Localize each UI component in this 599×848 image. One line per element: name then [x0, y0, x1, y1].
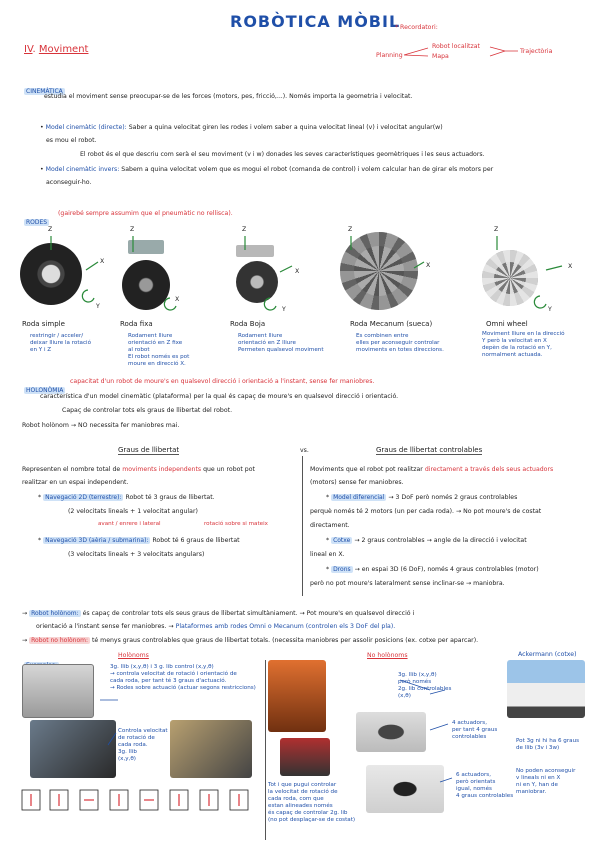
model-diferencial: * Model diferencial → 3 DoF però només 2 graus controlables	[326, 494, 518, 501]
wheel-name-fixa: Roda fixa	[120, 320, 153, 328]
axis-x-label-1: X	[100, 258, 105, 265]
section-number: IV	[24, 44, 33, 55]
example-note-8: No poden aconseguir v lineals ni en X ni en Y, han de maniobrar.	[516, 768, 576, 795]
axis-z-label-1: Z	[48, 226, 53, 233]
axis-y-label-1: Y	[96, 303, 100, 310]
wheel-name-omni: Omni wheel	[486, 320, 528, 328]
wheel-desc-simple: restringir / acceler/ deixar lliure la rotació en Y i Z	[30, 333, 91, 353]
model-directe-cont: es mou el robot.	[46, 137, 97, 144]
model-diferencial-3: directament.	[310, 522, 350, 529]
page-title: ROBÒTICA MÒBIL	[230, 12, 401, 31]
nav2d-red2: rotació sobre si mateix	[204, 521, 268, 527]
example-note-1: 3g. llib (x,y,θ) i 3 g. lib control (x,y,θ) → controla velocitat de rotació i orientació de cada roda, per tant té 3 graus d'actuació. → Rodes sobre actuació (actuar segons restriccions)	[110, 664, 256, 691]
cotxe: * Cotxe → 2 graus controlables → angle de la direcció i velocitat	[326, 537, 527, 544]
wheel-name-boja: Roda Boja	[230, 320, 266, 328]
holonomia-line2: Capaç de controlar tots els graus de llibertat del robot.	[62, 407, 233, 414]
model-invers: • Model cinemàtic invers: Sabem a quina velocitat volem que es mogui el robot (comanda de control) i volem calcular han de girar els motors per	[40, 166, 494, 173]
robot-holonom-summary: → Robot holònom: és capaç de controlar tots els seus graus de llibertat simultàniament. → Pot moure's en qualsevol direcció i	[22, 610, 415, 617]
axis-x-label-3: X	[295, 268, 300, 275]
example-note-7: Pot 3g ni hi ha 6 graus de llib (3v i 3w)	[516, 738, 580, 751]
axis-z-label-2: Z	[130, 226, 135, 233]
holonomia-tag: HOLONÒMIA	[26, 387, 64, 394]
section-title: Moviment	[38, 44, 89, 55]
planning-label: Planning	[376, 52, 403, 59]
cotxe-2: lineal en X.	[310, 551, 345, 558]
holonomia-line3: Robot holònom → NO necessita fer maniobres mai.	[22, 422, 180, 429]
axis-z-label-5: Z	[494, 226, 499, 233]
wheel-desc-omni: Moviment lliure en la direcció Y però la velocitat en X depèn de la rotació en Y, normalment actuada.	[482, 331, 565, 358]
wheel-desc-mecanum: Es combinen entre elles per aconseguir controlar moviments en totes direccions.	[356, 333, 444, 353]
mapa-label: Mapa	[432, 53, 449, 60]
nav3d: * Navegació 3D (aèria / submarina): Robot té 6 graus de llibertat	[38, 537, 240, 544]
reminder-label: * Recordatori:	[395, 24, 438, 31]
cinematica-tag: CINEMÀTICA	[26, 88, 63, 95]
trajectoria-label: Trajectòria	[520, 48, 553, 55]
nav2d-sub: (2 velocitats lineals + 1 velocitat angular)	[68, 508, 198, 515]
section-heading: IV. Moviment	[24, 44, 89, 55]
example-note-4: 4 actuadors, per tant 4 graus controlables	[452, 720, 498, 740]
drons-2: però no pot moure's lateralment sense inclinar-se → maniobra.	[310, 580, 505, 587]
example-note-3: 3g. llib (x,y,θ) però només 2g. lib controlables (x,θ)	[398, 672, 452, 699]
drons: * Drons → en espai 3D (6 DoF), només 4 graus controlables (motor)	[326, 566, 539, 573]
holonomia-def: capacitat d'un robot de moure's en qualsevol direcció i orientació a l'instant, sense fer maniobres.	[70, 378, 375, 385]
graus-left-title: Graus de llibertat	[118, 446, 180, 454]
axis-x-label-2: X	[175, 296, 180, 303]
no-holonoms-label: No holònoms	[367, 652, 408, 659]
axis-z-label-4: Z	[348, 226, 353, 233]
rodes-tag: RODES	[26, 219, 48, 226]
wheel-name-mecanum: Roda Mecanum (sueca)	[350, 320, 433, 328]
wheel-desc-boja: Rodament lliure orientació en Z lliure Permeten qualsevol moviment	[238, 333, 324, 353]
robot-holonom-summary-2: orientació a l'instant sense fer maniobres. → Plataformes amb rodes Omni o Mecanum (controlen els 3 DoF del pla).	[36, 623, 396, 630]
example-note-2: Controla velocitat de rotació de cada roda. 3g. llib (x,y,θ)	[118, 728, 168, 762]
model-directe-sub: El robot és el que descriu com serà el seu moviment (v i w) donades les seves característiques geomètriques i les seus actuadors.	[80, 151, 485, 158]
wheel-desc-fixa: Rodament lliure orientació en Z fixe al robot El robot només es pot moure en direcció X.	[128, 333, 190, 367]
nav2d-red1: avant / enrere i lateral	[98, 521, 161, 527]
ackermann-label: Ackermann (cotxe)	[518, 651, 577, 658]
nav3d-sub: (3 velocitats lineals + 3 velocitats angulars)	[68, 551, 205, 558]
graus-vs: vs.	[300, 447, 309, 454]
axis-y-label-3: Y	[282, 306, 286, 313]
robot-localitzat-label: Robot localitzat	[432, 43, 480, 50]
robot-noholonom-summary: → Robot no holònom: té menys graus controlables que graus de llibertat totals. (necessita maniobres per assolir posicions (ex. cotxe per aparcar).	[22, 637, 479, 644]
example-note-5: Tot i que pugui controlar la velocitat de rotació de cada roda, com que estan alineades només és capaç de controlar 2g. lib (no pot desplaçar-se de costat)	[268, 782, 356, 823]
wheel-name-simple: Roda simple	[22, 320, 65, 328]
axis-y-label-5: Y	[548, 306, 552, 313]
axis-x-label-5: X	[568, 263, 573, 270]
axis-z-label-3: Z	[242, 226, 247, 233]
cinematica-def: estudia el moviment sense preocupar-se de les forces (motors, pes, fricció,...). Només importa la geometria i velocitat.	[44, 93, 413, 100]
graus-left-p2: realitzar en un espai independent.	[22, 479, 129, 486]
rodes-note: (gairebé sempre assumim que el pneumàtic no rellisca).	[58, 210, 233, 217]
holonoms-label: Holònoms	[118, 652, 149, 659]
model-directe: • Model cinemàtic (directe): Saber a quina velocitat giren les rodes i volem saber a quina velocitat lineal (v) i velocitat angular(w)	[40, 124, 443, 131]
graus-left-p1: Representen el nombre total de moviments independents que un robot pot	[22, 466, 255, 473]
graus-right-p1: Moviments que el robot pot realitzar directament a través dels seus actuadors	[310, 466, 554, 473]
graus-right-title: Graus de llibertat controlables	[376, 446, 483, 454]
model-diferencial-2: perquè només té 2 motors (un per cada roda). → No pot moure's de costat	[310, 508, 542, 515]
graus-right-p2: (motors) sense fer maniobres.	[310, 479, 404, 486]
holonomia-line1: característica d'un model cinemàtic (plataforma) per la qual és capaç de moure's en qualsevol direcció i orientació.	[40, 393, 399, 400]
axis-x-label-4: X	[426, 262, 431, 269]
model-invers-cont: aconseguir-ho.	[46, 179, 92, 186]
example-note-6: 6 actuadors, però orientats igual, només 4 graus controlables	[456, 772, 514, 799]
nav2d: * Navegació 2D (terrestre): Robot té 3 graus de llibertat.	[38, 494, 215, 501]
